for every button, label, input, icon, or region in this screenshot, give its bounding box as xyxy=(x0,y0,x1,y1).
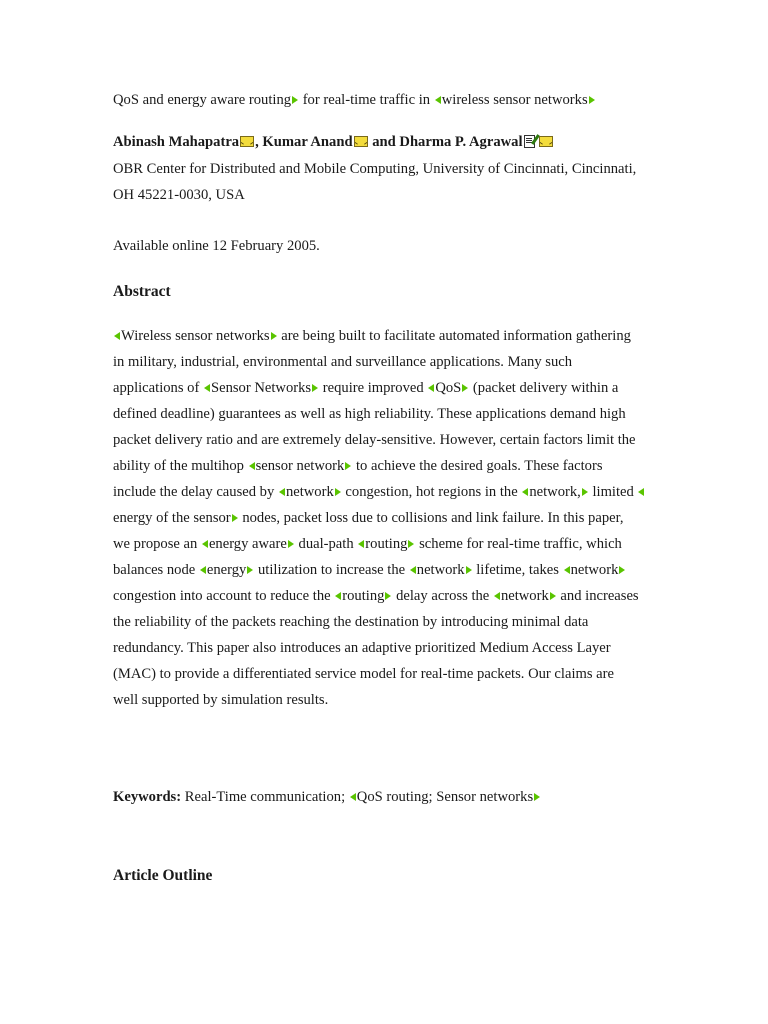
linked-term[interactable]: network, xyxy=(529,484,581,500)
abstract-text: to achieve the desired goals. These factors xyxy=(352,458,603,474)
available-online-date: Available online 12 February 2005. xyxy=(113,238,320,254)
abstract-line xyxy=(113,609,673,635)
link-end-icon[interactable] xyxy=(288,540,294,548)
abstract-line xyxy=(113,349,673,375)
link-start-icon[interactable] xyxy=(200,566,206,574)
abstract-line xyxy=(113,505,673,531)
abstract-text: are being built to facilitate automated information gathering xyxy=(277,328,631,344)
abstract-text: scheme for real-time traffic, which xyxy=(415,536,622,552)
abstract-text: ability of the multihop xyxy=(113,458,248,474)
link-start-icon[interactable] xyxy=(564,566,570,574)
abstract-text: defined deadline) guarantees as well as high reliability. These applications demand high xyxy=(113,406,626,422)
linked-term[interactable]: QoS xyxy=(435,380,462,396)
envelope-icon[interactable] xyxy=(354,136,368,147)
abstract-line xyxy=(113,479,673,505)
abstract-line xyxy=(113,401,673,427)
link-end-icon[interactable] xyxy=(534,793,540,801)
abstract-line xyxy=(113,323,673,349)
abstract-line xyxy=(113,635,673,661)
link-end-icon[interactable] xyxy=(271,332,277,340)
keywords-text: Real-Time communication; xyxy=(181,789,349,805)
link-start-icon[interactable] xyxy=(249,462,255,470)
envelope-icon[interactable] xyxy=(539,136,553,147)
link-start-icon[interactable] xyxy=(202,540,208,548)
abstract-heading: Abstract xyxy=(113,283,171,300)
abstract-text: limited xyxy=(588,484,638,500)
link-start-icon[interactable] xyxy=(358,540,364,548)
abstract-text: require improved xyxy=(319,380,428,396)
abstract-line xyxy=(113,453,673,479)
link-end-icon[interactable] xyxy=(312,384,318,392)
abstract-text: lifetime, takes xyxy=(472,562,563,578)
abstract-line xyxy=(113,531,673,557)
abstract-text: delay across the xyxy=(392,588,493,604)
link-end-icon[interactable] xyxy=(466,566,472,574)
link-start-icon[interactable] xyxy=(335,592,341,600)
linked-term[interactable]: Sensor Networks xyxy=(210,380,312,396)
link-start-icon[interactable] xyxy=(494,592,500,600)
abstract-text: dual-path xyxy=(294,536,358,552)
abstract-line xyxy=(113,661,673,687)
keywords-label: Keywords: xyxy=(113,789,182,805)
article-title xyxy=(113,92,596,109)
envelope-icon[interactable] xyxy=(240,136,254,147)
keywords-linked[interactable]: QoS routing; Sensor networks xyxy=(356,789,534,805)
abstract-text: congestion, hot regions in the xyxy=(341,484,522,500)
affiliation-line: OH 45221-0030, USA xyxy=(113,187,245,203)
linked-term[interactable]: sensor network xyxy=(255,458,345,474)
abstract-text: (packet delivery within a xyxy=(469,380,619,396)
linked-term[interactable]: energy of the sensor xyxy=(113,510,231,526)
abstract-text: in military, industrial, environmental and surveillance applications. Many such xyxy=(113,354,573,370)
article-outline-heading: Article Outline xyxy=(113,867,213,884)
affiliation-line: OBR Center for Distributed and Mobile Computing, University of Cincinnati, Cincinnati, xyxy=(113,161,637,177)
author-name: , Kumar Anand xyxy=(255,134,353,150)
linked-term[interactable]: routing xyxy=(342,588,385,604)
abstract-text: the reliability of the packets reaching the destination by introducing minimal data xyxy=(113,614,589,630)
linked-term[interactable]: network xyxy=(500,588,549,604)
abstract-line xyxy=(113,375,673,401)
abstract-text: congestion into account to reduce the xyxy=(113,588,335,604)
keywords-line xyxy=(113,789,541,806)
link-end-icon[interactable] xyxy=(385,592,391,600)
corresponding-author-icon[interactable] xyxy=(524,135,535,147)
link-start-icon[interactable] xyxy=(204,384,210,392)
link-start-icon[interactable] xyxy=(638,488,644,496)
linked-term[interactable]: network xyxy=(570,562,619,578)
author-name: Abinash Mahapatra xyxy=(113,134,240,150)
link-start-icon[interactable] xyxy=(428,384,434,392)
link-end-icon[interactable] xyxy=(292,96,298,104)
link-end-icon[interactable] xyxy=(550,592,556,600)
link-end-icon[interactable] xyxy=(589,96,595,104)
abstract-text: and increases xyxy=(556,588,639,604)
link-end-icon[interactable] xyxy=(619,566,625,574)
abstract-line xyxy=(113,687,673,713)
link-start-icon[interactable] xyxy=(350,793,356,801)
link-end-icon[interactable] xyxy=(247,566,253,574)
link-end-icon[interactable] xyxy=(408,540,414,548)
abstract-text: utilization to increase the xyxy=(254,562,409,578)
link-start-icon[interactable] xyxy=(435,96,441,104)
link-end-icon[interactable] xyxy=(462,384,468,392)
abstract-text: redundancy. This paper also introduces an adaptive prioritized Medium Access Layer xyxy=(113,640,611,656)
abstract-line xyxy=(113,557,673,583)
abstract-text: include the delay caused by xyxy=(113,484,278,500)
abstract-body xyxy=(113,323,673,713)
link-end-icon[interactable] xyxy=(232,514,238,522)
link-end-icon[interactable] xyxy=(345,462,351,470)
abstract-text: we propose an xyxy=(113,536,201,552)
linked-term[interactable]: network xyxy=(416,562,465,578)
link-end-icon[interactable] xyxy=(582,488,588,496)
linked-term[interactable]: energy xyxy=(206,562,247,578)
abstract-text: (MAC) to provide a differentiated service model for real-time packets. Our claims are xyxy=(113,666,614,682)
author-list xyxy=(113,134,554,151)
linked-term[interactable]: network xyxy=(285,484,334,500)
linked-term[interactable]: routing xyxy=(365,536,408,552)
link-start-icon[interactable] xyxy=(410,566,416,574)
link-end-icon[interactable] xyxy=(335,488,341,496)
link-start-icon[interactable] xyxy=(279,488,285,496)
abstract-text: well supported by simulation results. xyxy=(113,692,329,708)
link-start-icon[interactable] xyxy=(114,332,120,340)
abstract-text: nodes, packet loss due to collisions and link failure. In this paper, xyxy=(238,510,624,526)
abstract-text: applications of xyxy=(113,380,203,396)
title-part-3: wireless sensor networks xyxy=(441,92,588,108)
author-name: and Dharma P. Agrawal xyxy=(368,134,523,150)
linked-term[interactable]: energy aware xyxy=(208,536,287,552)
linked-term[interactable]: Wireless sensor networks xyxy=(121,328,270,344)
abstract-text: packet delivery ratio and are extremely delay-sensitive. However, certain factors limit the xyxy=(113,432,636,448)
title-part-2: for real-time traffic in xyxy=(299,92,434,108)
abstract-line xyxy=(113,427,673,453)
link-start-icon[interactable] xyxy=(522,488,528,496)
abstract-text: balances node xyxy=(113,562,199,578)
abstract-line xyxy=(113,583,673,609)
title-part-1: QoS and energy aware routing xyxy=(113,92,292,108)
